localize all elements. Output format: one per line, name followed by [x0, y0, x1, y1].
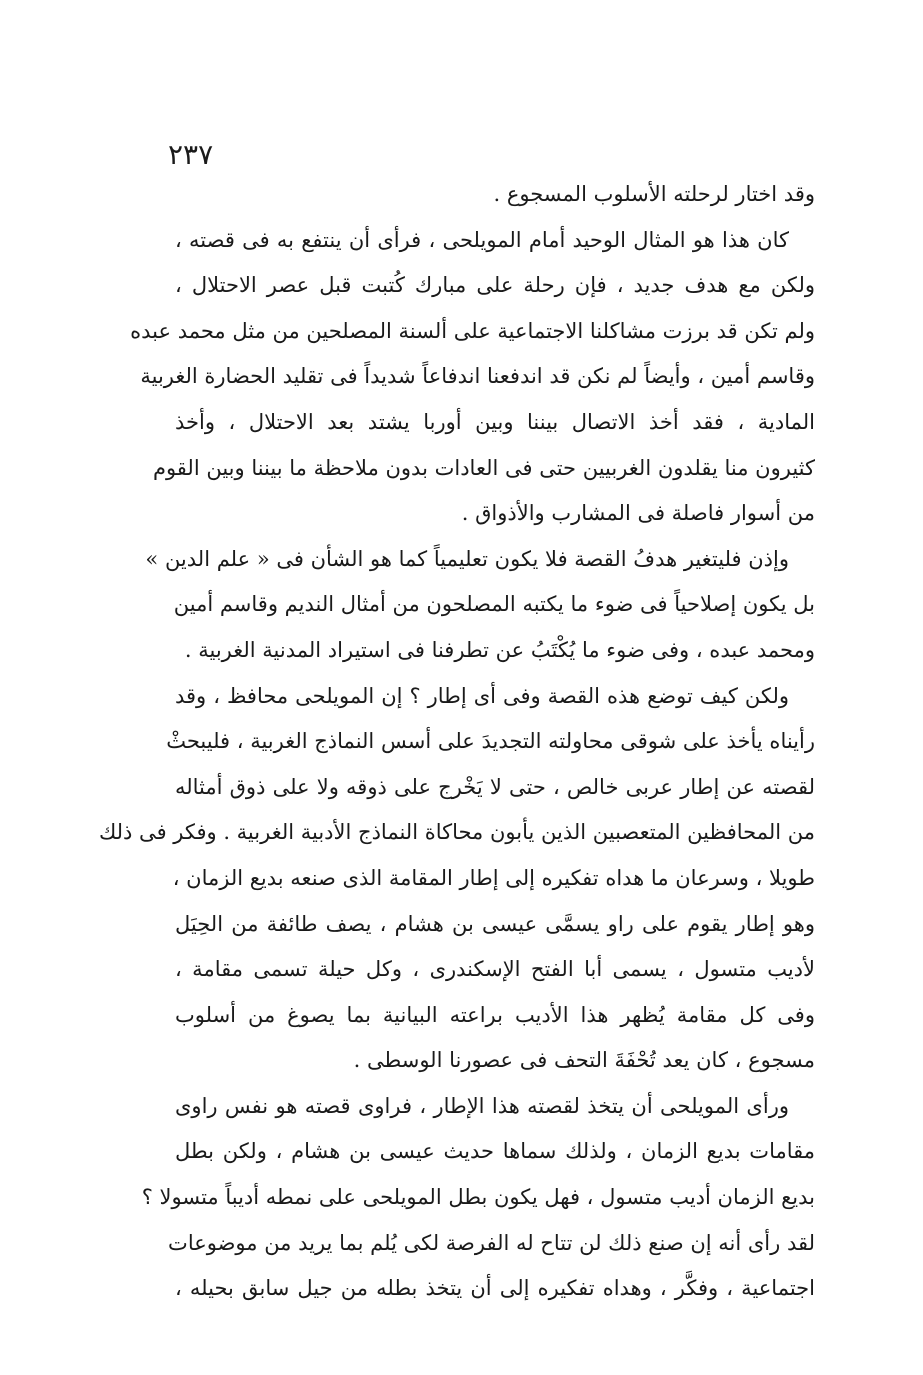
- text-line: ورأى المويلحى أن يتخذ لقصته هذا الإطار ، فراوى قصته هو نفس راوى: [175, 1093, 789, 1118]
- text-line: مقامات بديع الزمان ، ولذلك سماها حديث عيسى بن هشام ، ولكن بطل: [175, 1139, 815, 1164]
- text-line: بل يكون إصلاحياً فى ضوء ما يكتبه المصلحون من أمثال النديم وقاسم أمين: [173, 592, 815, 617]
- text-line: وقاسم أمين ، وأيضاً لم نكن قد اندفعنا اندفاعاً شديداً فى تقليد الحضارة الغربية: [140, 364, 815, 389]
- text-line: لقصته عن إطار عربى خالص ، حتى لا يَخْرج على ذوقه ولا على ذوق أمثاله: [175, 774, 815, 799]
- text-line: كثيرون منا يقلدون الغربيين حتى فى العادات بدون ملاحظة ما بيننا وبين القوم: [152, 455, 815, 480]
- body-text: [98, 172, 816, 1312]
- text-line: وإذن فليتغير هدفُ القصة فلا يكون تعليمياً كما هو الشأن فى « علم الدين »: [145, 546, 789, 571]
- text-line: المادية ، فقد أخذ الاتصال بيننا وبين أوربا يشتد بعد الاحتلال ، وأخذ: [175, 409, 815, 434]
- text-line: من أسوار فاصلة فى المشارب والأذواق .: [461, 501, 815, 526]
- text-line: ولكن مع هدف جديد ، فإن رحلة على مبارك كُتبت قبل عصر الاحتلال ،: [175, 273, 815, 298]
- text-line: لقد رأى أنه إن صنع ذلك لن تتاح له الفرصة لكى يُلم بما يريد من موضوعات: [168, 1230, 815, 1255]
- text-line: طويلا ، وسرعان ما هداه تفكيره إلى إطار المقامة الذى صنعه بديع الزمان ،: [172, 865, 815, 890]
- text-line: كان هذا هو المثال الوحيد أمام المويلحى ، فرأى أن ينتفع به فى قصته ،: [175, 227, 789, 252]
- text-line: بديع الزمان أديب متسول ، فهل يكون بطل المويلحى على نمطه أديباً متسولا ؟: [141, 1185, 815, 1210]
- text-line: رأيناه يأخذ على شوقى محاولته التجديدَ على أسس النماذج الغربية ، فليبحثْ: [166, 729, 815, 754]
- text-line: لأديب متسول ، يسمى أبا الفتح الإسكندرى ، وكل حيلة تسمى مقامة ،: [175, 957, 815, 982]
- text-line: وهو إطار يقوم على راو يسمَّى عيسى بن هشام ، يصف طائفة من الحِيَل: [175, 911, 815, 936]
- text-line: اجتماعية ، وفكَّر ، وهداه تفكيره إلى أن يتخذ بطله من جيل سابق بحيله ،: [175, 1276, 816, 1301]
- text-line: ولم تكن قد برزت مشاكلنا الاجتماعية على ألسنة المصلحين من مثل محمد عبده: [130, 318, 815, 343]
- text-line: ولكن كيف توضع هذه القصة وفى أى إطار ؟ إن المويلحى محافظ ، وقد: [175, 683, 789, 708]
- text-line: مسجوع ، كان يعد تُحْفَةَ التحف فى عصورنا الوسطى .: [353, 1048, 815, 1073]
- text-line: ومحمد عبده ، وفى ضوء ما يُكْتَبُ عن تطرفنا فى استيراد المدنية الغربية .: [184, 637, 815, 662]
- text-line: من المحافظين المتعصبين الذين يأبون محاكاة النماذج الأدبية الغربية . وفكر فى ذلك: [98, 820, 815, 845]
- text-line: وفى كل مقامة يُظهر هذا الأديب براعته البيانية بما يصوغ من أسلوب: [175, 1002, 815, 1027]
- text-line: وقد اختار لرحلته الأسلوب المسجوع .: [493, 182, 815, 206]
- page-number: ٢٣٧: [168, 138, 214, 171]
